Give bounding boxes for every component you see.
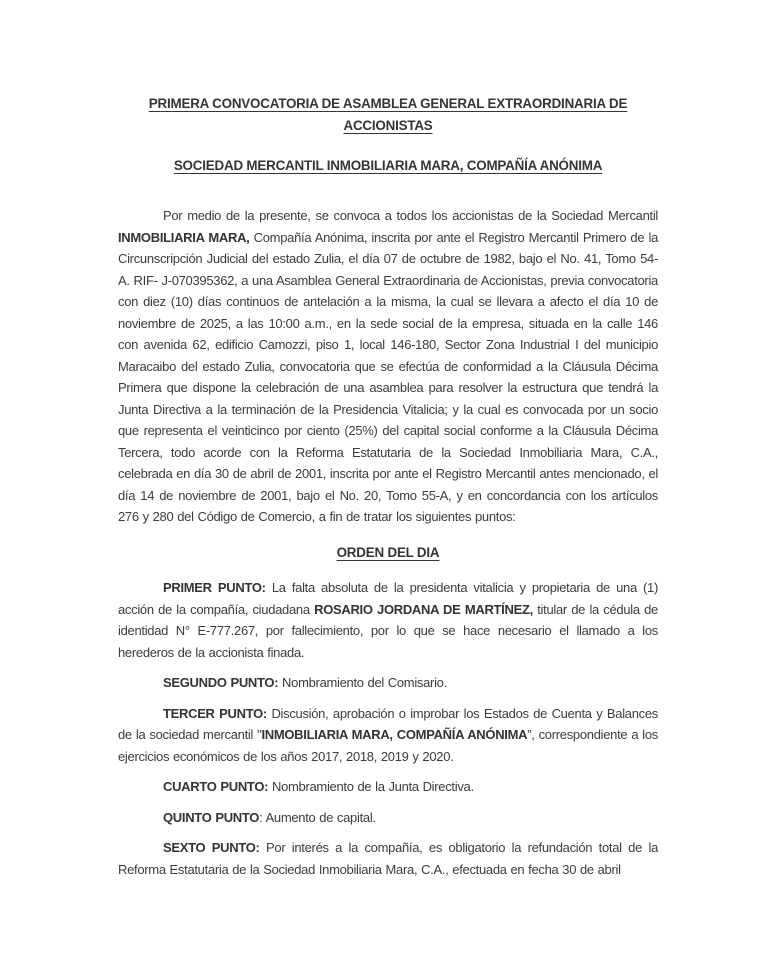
text-run: La falta absoluta de la presidenta vitalicia y propietaria de una (1) acción de la compañía, ciudadana [118, 580, 658, 617]
text-run: Nombramiento de la Junta Directiva. [268, 779, 474, 794]
text-run: titular de la cédula de identidad N° E-777.267, por fallecimiento, por lo que se hace necesario el llamado a los herederos de la accionista finada. [118, 601, 658, 660]
sexto-punto [118, 837, 658, 880]
document-body [118, 205, 658, 880]
cuarto-punto [118, 776, 658, 798]
bold-run: SEXTO PUNTO: [163, 840, 260, 855]
text-run: Compañía Anónima, inscrita por ante el Registro Mercantil Primero de la Circunscripción Judicial del estado Zulia, el día 07 de octubre de 1982, bajo el No. 41, Tomo 54-A. RIF- J-070395362, a una Asamblea General Extraordinaria de Accionistas, previa convocatoria con diez (10) días continuos de antelación a la misma, la cual se llevara a afecto el día 10 de noviembre de 2025, a las 10:00 a.m., en la sede social de la empresa, situada en la calle 146 con avenida 62, edificio Camozzi, piso 1, local 146-180, Sector Zona Industrial I del municipio Maracaibo del estado Zulia, convocatoria que se efectúa de conformidad a la Cláusula Décima Primera que dispone la celebración de una asamblea para resolver la estructura que tendrá la Junta Directiva a la terminación de la Presidencia Vitalicia; y la cual es convocada por un socio que representa el veinticinco por ciento (25%) del capital social conforme a la Cláusula Décima Tercera, todo acorde con la Reforma Estatutaria de la Sociedad Inmobiliaria Mara, C.A., celebrada en día 30 de abril de 2001, inscrita por ante el Registro Mercantil antes mencionado, el día 14 de noviembre de 2001, bajo el No. 20, Tomo 55-A, y en concordancia con los artículos 276 y 280 del Código de Comercio, a fin de tratar los siguientes puntos: [118, 229, 658, 524]
bold-run: TERCER PUNTO: [163, 705, 267, 721]
bold-run: INMOBILIARIA MARA, COMPAÑÍA ANÓNIMA [261, 727, 528, 742]
intro-paragraph [118, 205, 658, 528]
doc-title-line-2: SOCIEDAD MERCANTIL INMOBILIARIA MARA, COMPAÑÍA ANÓNIMA [173, 158, 603, 173]
bold-run: PRIMER PUNTO: [163, 580, 266, 595]
text-run: : Aumento de capital. [259, 809, 376, 825]
bold-run: ORDEN DEL DIA [336, 544, 440, 560]
tercer-punto [118, 703, 658, 768]
bold-run: ROSARIO JORDANA DE MARTÍNEZ, [314, 601, 533, 617]
primer-punto [118, 577, 658, 663]
text-run: Por medio de la presente, se convoca a todos los accionistas de la Sociedad Mercantil [163, 208, 658, 223]
text-run: Nombramiento del Comisario. [278, 675, 447, 690]
text-run: Discusión, aprobación o improbar los Estados de Cuenta y Balances de la sociedad mercantil " [118, 705, 658, 742]
bold-run: QUINTO PUNTO [163, 809, 260, 825]
text-run: ”, correspondiente a los ejercicios económicos de los años 2017, 2018, 2019 y 2020. [118, 727, 658, 764]
quinto-punto [118, 807, 658, 829]
segundo-punto [118, 672, 658, 694]
doc-title-line-1: PRIMERA CONVOCATORIA DE ASAMBLEA GENERAL EXTRAORDINARIA DE ACCIONISTAS [148, 96, 628, 133]
bold-run: SEGUNDO PUNTO: [163, 675, 279, 690]
bold-run: INMOBILIARIA MARA, [118, 229, 250, 245]
text-run: Por interés a la compañía, es obligatorio la refundación total de la Reforma Estatutaria de la Sociedad Inmobiliaria Mara, C.A., efectuada en fecha 30 de abril [118, 840, 659, 877]
orden-del-dia-heading [118, 542, 658, 564]
bold-run: CUARTO PUNTO: [163, 779, 269, 794]
